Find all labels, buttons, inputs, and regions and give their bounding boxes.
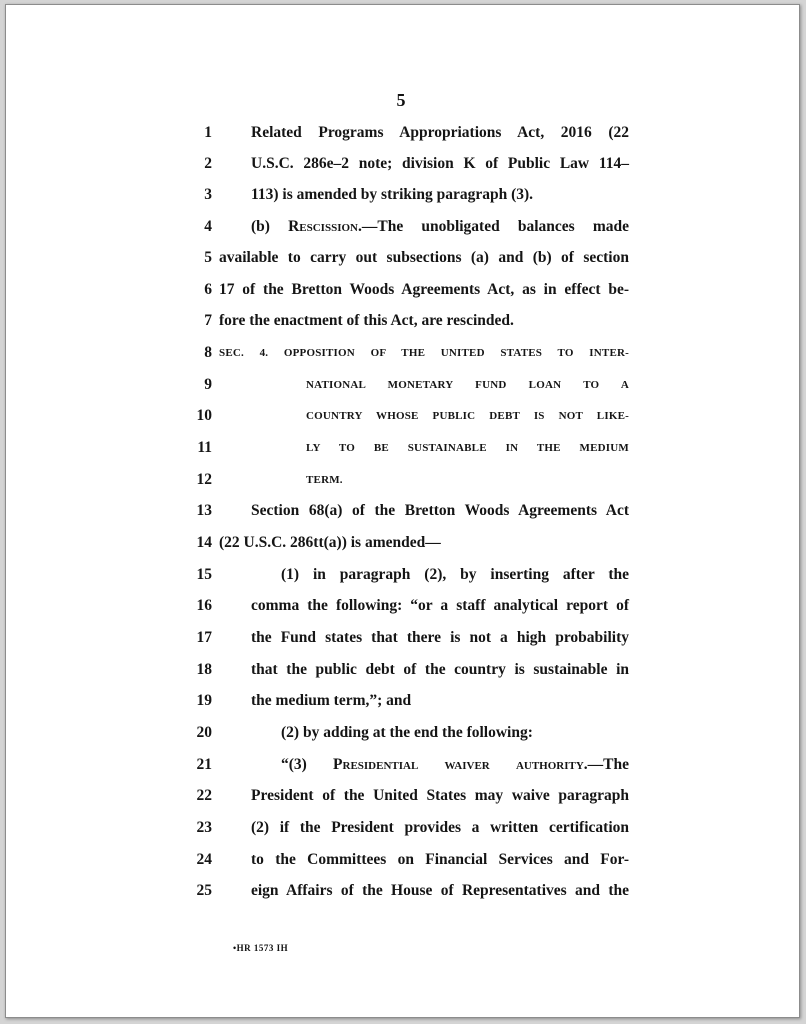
line-text: comma the following: “or a staff analytical report of [251,597,629,614]
page-number: 5 [396,90,406,110]
text-line [6,686,799,717]
line-number: 24 [196,851,212,868]
subsection-heading: Rescission [288,218,358,235]
line-number: 22 [196,787,212,804]
text-line [6,212,799,243]
line-text: 17 of the Bretton Woods Agreements Act, as in effect be- [219,281,629,298]
line-number: 11 [197,439,212,456]
line-number: 6 [204,281,212,298]
text-line [6,750,799,781]
text-line [6,275,799,306]
text-line [6,306,799,337]
line-text: available to carry out subsections (a) and (b) of section [219,249,629,266]
text-line [6,180,799,211]
text-line [6,591,799,622]
line-text-rest: .—The unobligated balances made [357,218,629,235]
text-line [6,370,799,401]
line-text-rest: .—The [583,756,629,773]
text-line [6,655,799,686]
line-text: that the public debt of the country is sustainable in [251,661,629,678]
line-number: 25 [196,882,212,899]
line-text [281,755,629,775]
section-heading: NATIONAL MONETARY FUND LOAN TO A [306,379,629,391]
text-line [6,118,799,149]
text-line [6,401,799,432]
text-line [6,876,799,907]
line-text: eign Affairs of the House of Representatives and the [251,882,629,899]
document-page [5,4,800,1018]
line-text: Related Programs Appropriations Act, 2016 (22 [251,124,629,141]
line-number: 21 [196,756,212,773]
line-number: 20 [196,724,212,741]
line-text: 113) is amended by striking paragraph (3). [251,186,534,203]
line-text: (2) by adding at the end the following: [281,724,533,741]
text-line [6,528,799,559]
line-number: 17 [196,629,212,646]
section-heading: COUNTRY WHOSE PUBLIC DEBT IS NOT LIKE- [306,410,629,422]
line-number: 18 [196,661,212,678]
text-line [6,845,799,876]
text-line [6,243,799,274]
paragraph-enum: “(3) [281,756,334,773]
section-heading: TERM. [306,474,343,486]
line-number: 23 [196,819,212,836]
line-number: 3 [204,186,212,203]
line-text: (1) in paragraph (2), by inserting after the [281,566,629,583]
paragraph-heading: Presidential waiver authority [333,756,584,773]
line-text: the Fund states that there is not a high probability [251,629,629,646]
line-text: (22 U.S.C. 286tt(a)) is amended— [219,534,441,551]
line-number: 9 [204,376,212,393]
section-heading: LY TO BE SUSTAINABLE IN THE MEDIUM [306,442,629,454]
section-heading: SEC. 4. OPPOSITION OF THE UNITED STATES TO INTER- [219,347,629,359]
line-number: 12 [196,471,212,488]
text-line [6,781,799,812]
line-number: 7 [204,312,212,329]
subsection-enum: (b) [251,218,289,235]
text-line [6,623,799,654]
line-number: 2 [204,155,212,172]
line-text: (2) if the President provides a written certification [251,819,629,836]
line-text: to the Committees on Financial Services and For- [251,851,629,868]
text-line [6,149,799,180]
text-line [6,433,799,464]
line-number: 14 [196,534,212,551]
line-text: U.S.C. 286e–2 note; division K of Public Law 114– [251,155,629,172]
text-line [6,560,799,591]
text-line [6,718,799,749]
line-text: the medium term,”; and [251,692,412,709]
line-number: 4 [204,218,212,235]
line-number: 8 [204,344,212,361]
line-number: 13 [196,502,212,519]
line-number: 15 [196,566,212,583]
line-text: Section 68(a) of the Bretton Woods Agreements Act [251,502,629,519]
line-number: 19 [196,692,212,709]
line-text [251,217,629,237]
line-text: President of the United States may waive paragraph [251,787,629,804]
text-line [6,496,799,527]
text-line [6,465,799,496]
text-line [6,813,799,844]
line-number: 1 [204,124,212,141]
bill-identifier: •HR 1573 IH [233,943,289,953]
text-line [6,338,799,369]
line-number: 10 [196,407,212,424]
line-text: fore the enactment of this Act, are rescinded. [219,312,514,329]
line-number: 16 [196,597,212,614]
line-number: 5 [204,249,212,266]
